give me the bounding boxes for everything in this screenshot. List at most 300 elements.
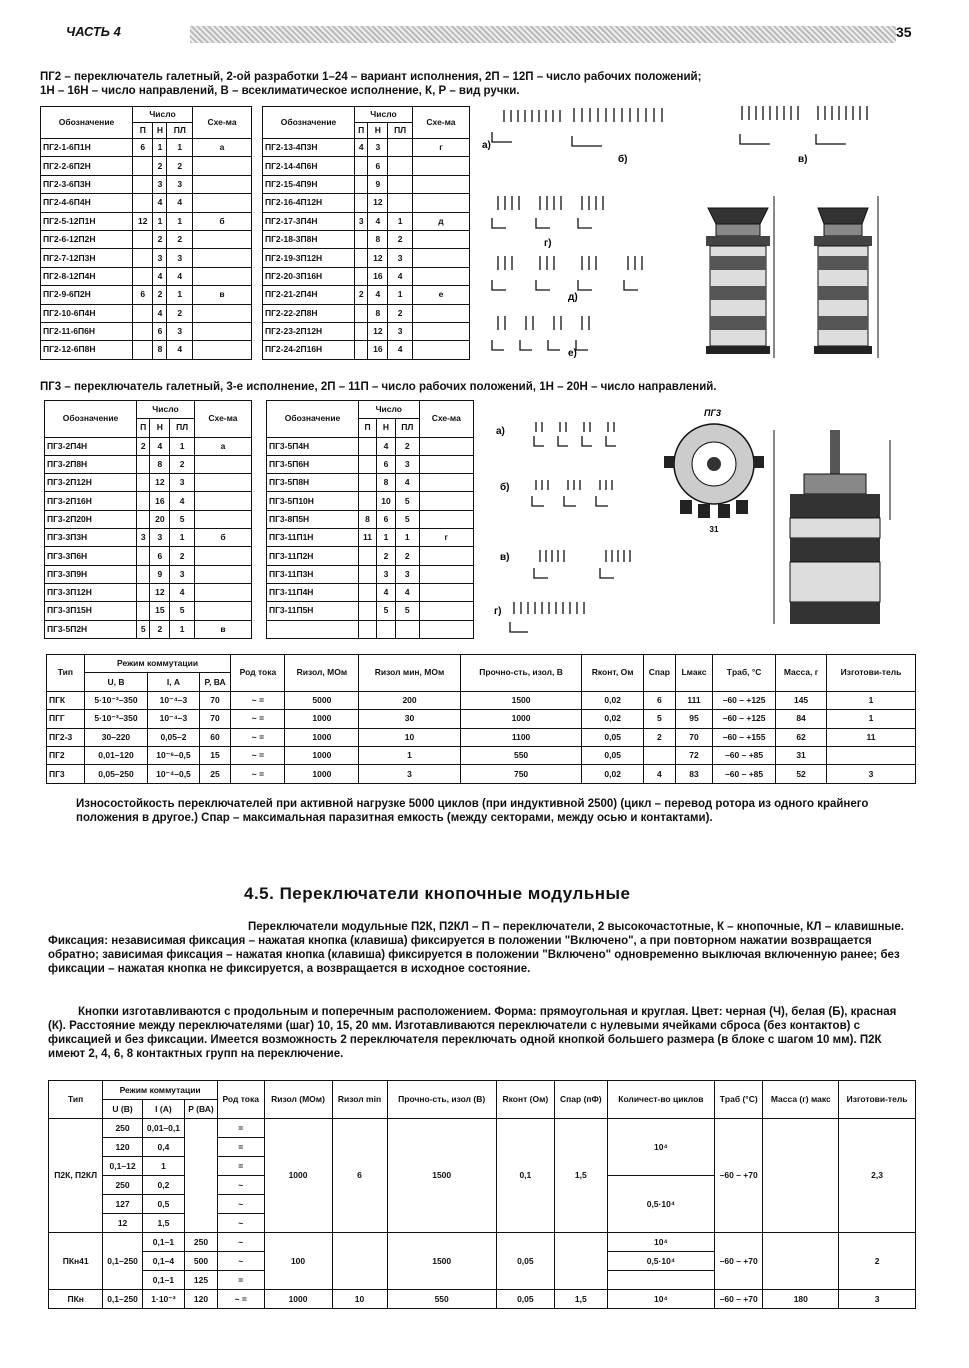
table-cell <box>194 510 251 528</box>
table-cell <box>359 583 377 601</box>
table-cell: ПГ3-11П1Н <box>267 529 359 547</box>
col-scheme: Схе-ма <box>194 401 251 438</box>
table-cell <box>359 492 377 510</box>
table-cell: 5 <box>395 602 419 620</box>
table-cell: 72 <box>675 746 712 764</box>
table-cell: 0,05 <box>496 1233 554 1290</box>
col-scheme: Схе-ма <box>419 401 473 438</box>
table-cell <box>412 341 469 359</box>
table-row <box>45 547 252 565</box>
table-cell: ПГ2-23-2П12Н <box>263 322 355 340</box>
table-cell: 0,1–250 <box>103 1233 142 1290</box>
col-header: Tраб (°C) <box>714 1081 763 1119</box>
table-cell: 12 <box>368 322 388 340</box>
table-cell: 3 <box>150 529 170 547</box>
table-cell: 8 <box>153 341 167 359</box>
section-title: 4.5. Переключатели кнопочные модульные <box>244 884 631 903</box>
table-row <box>41 157 252 175</box>
table-cell: 12 <box>103 1214 142 1233</box>
table-cell <box>377 620 396 638</box>
pg3-rotary-top-view <box>664 424 764 534</box>
table-cell: 2 <box>839 1233 916 1290</box>
table-cell: 1 <box>170 529 195 547</box>
table-cell: 1500 <box>460 691 582 709</box>
table-row <box>267 474 474 492</box>
table-cell: 5 <box>170 510 195 528</box>
table-cell: б <box>193 212 252 230</box>
pg-footnote: Износостойкость переключателей при активной нагрузке 5000 циклов (при индуктивной 2500) (цикл – перевод ротора из одного крайнего положения в другое.) Cпар – максимальная паразитная емкость (между секторами, между осью и контактами). <box>76 798 869 824</box>
table-cell: 0,05–2 <box>148 728 199 746</box>
col-header: Род тока <box>217 1081 264 1119</box>
table-cell: 5 <box>395 510 419 528</box>
table-cell: 3 <box>388 322 413 340</box>
table-cell: 12 <box>150 583 170 601</box>
table-cell: 2 <box>170 455 195 473</box>
table-cell: 10⁻⁶–0,5 <box>148 746 199 764</box>
col-n: Н <box>153 123 167 139</box>
table-cell <box>419 455 473 473</box>
table-cell: ПГ2-11-6П6Н <box>41 322 133 340</box>
col-designation: Обозначение <box>41 107 133 139</box>
table-cell: 25 <box>199 765 231 783</box>
section-paragraph-2: Кнопки изготавливаются с продольным и поперечным расположением. Форма: прямоугольная и круглая. Цвет: черная (Ч), белая (Б), красная (К). Расстояние между переключателями (шаг) 10, 15, 20 мм. Изготавливаются переключатели с нулевыми ячейками сброса (без контактов) с фиксацией и без фиксации. Имеется возможность 2 переключателя переключать одной кнопкой большего размера (в блоке с шагом 10 мм). П2К имеют 2, 4, 6, 8 контактных групп на переключение. <box>48 1006 897 1060</box>
table-cell: 3 <box>137 529 150 547</box>
table-cell: 250 <box>103 1176 142 1195</box>
table-cell: 0,5 <box>142 1195 184 1214</box>
table-cell <box>412 322 469 340</box>
table-cell: 4 <box>153 304 167 322</box>
table-cell: 1500 <box>387 1119 496 1233</box>
table-cell <box>133 341 153 359</box>
table-cell: ~ = <box>231 691 285 709</box>
table-cell: 6 <box>368 157 388 175</box>
table-cell: 6 <box>643 691 675 709</box>
col-header: Cпар <box>643 655 675 692</box>
table-row <box>263 304 470 322</box>
table-cell: 3 <box>395 455 419 473</box>
col-header: Изготови-тель <box>827 655 916 692</box>
table-cell: 0,01–120 <box>84 746 148 764</box>
table-cell: 84 <box>776 710 827 728</box>
table-cell: 10⁴ <box>607 1290 714 1309</box>
table-cell: ПГ2-13-4П3Н <box>263 139 355 157</box>
table-cell <box>419 474 473 492</box>
table-cell <box>359 437 377 455</box>
table-cell: ПГ2-22-2П8Н <box>263 304 355 322</box>
table-cell <box>412 175 469 193</box>
table-cell: 500 <box>185 1252 218 1271</box>
table-cell: 10⁻⁴–3 <box>148 710 199 728</box>
table-cell <box>193 249 252 267</box>
table-cell <box>763 1233 839 1290</box>
table-cell: 1,5 <box>142 1214 184 1233</box>
table-cell: 2 <box>388 304 413 322</box>
table-cell: г <box>419 529 473 547</box>
table-cell: 4 <box>388 341 413 359</box>
table-cell <box>827 746 916 764</box>
table-cell: ПГ2-7-12П3Н <box>41 249 133 267</box>
table-cell: 550 <box>387 1290 496 1309</box>
table-cell: 3 <box>388 249 413 267</box>
diag-label-e: е) <box>568 348 577 359</box>
col-number: Число <box>359 401 420 419</box>
table-cell <box>359 565 377 583</box>
table-row <box>45 510 252 528</box>
table-cell: 0,2 <box>142 1176 184 1195</box>
table-cell: 4 <box>377 583 396 601</box>
table-cell: а <box>194 437 251 455</box>
table-cell: ПГ2-1-6П1Н <box>41 139 133 157</box>
col-mode: Режим коммутации <box>84 655 231 673</box>
col-pl: ПЛ <box>388 123 413 139</box>
table-cell: 1500 <box>387 1233 496 1290</box>
table-cell <box>419 620 473 638</box>
table-cell: 1 <box>377 529 396 547</box>
table-cell: = <box>217 1157 264 1176</box>
table-cell: 5 <box>377 602 396 620</box>
col-header: Cпар (пФ) <box>554 1081 607 1119</box>
table-cell <box>193 341 252 359</box>
table-cell: 1 <box>359 746 460 764</box>
table-cell <box>419 510 473 528</box>
table-row <box>41 304 252 322</box>
table-row <box>41 230 252 248</box>
col-p: П <box>137 419 150 437</box>
table-cell <box>412 230 469 248</box>
table-row <box>263 341 470 359</box>
table-row <box>41 139 252 157</box>
table-cell: 4 <box>153 194 167 212</box>
table-cell: 10 <box>377 492 396 510</box>
table-row <box>267 565 474 583</box>
table-cell: 1000 <box>285 728 359 746</box>
pg2-table-left <box>40 106 252 360</box>
table-row <box>267 583 474 601</box>
table-cell: ПГ3-3П6Н <box>45 547 137 565</box>
table-cell <box>194 492 251 510</box>
table-cell: 2 <box>153 157 167 175</box>
table-cell <box>193 157 252 175</box>
table-cell: 5·10⁻³–350 <box>84 710 148 728</box>
table-cell: 2 <box>395 547 419 565</box>
table-row <box>267 492 474 510</box>
table-cell: 12 <box>368 194 388 212</box>
table-cell <box>419 492 473 510</box>
table-cell <box>194 565 251 583</box>
table-row <box>47 710 916 728</box>
table-cell: ~ <box>217 1214 264 1233</box>
table-cell: 4 <box>395 474 419 492</box>
table-row <box>263 286 470 304</box>
table-cell: 1000 <box>285 746 359 764</box>
table-cell <box>193 322 252 340</box>
table-cell: 2 <box>150 620 170 638</box>
table-cell <box>419 547 473 565</box>
table-cell: 4 <box>377 437 396 455</box>
table-cell: 1000 <box>285 765 359 783</box>
table-cell: 3 <box>167 249 193 267</box>
table-cell: 2 <box>395 437 419 455</box>
table-cell: 0,1–250 <box>103 1290 142 1309</box>
table-row <box>263 175 470 193</box>
table-cell: 15 <box>199 746 231 764</box>
summary-table <box>46 654 916 784</box>
table-cell: 125 <box>185 1271 218 1290</box>
table-cell: 1000 <box>264 1119 332 1233</box>
table-cell: ПГГ <box>47 710 85 728</box>
pg3-model-label: ПГ3 <box>704 408 722 418</box>
table-cell: 0,05 <box>582 746 643 764</box>
table-row <box>267 510 474 528</box>
table-cell <box>412 267 469 285</box>
table-cell: 52 <box>776 765 827 783</box>
table-cell: ~ = <box>231 746 285 764</box>
col-pl: ПЛ <box>167 123 193 139</box>
table-cell <box>359 620 377 638</box>
table-row <box>41 212 252 230</box>
table-cell: ПГ3-5П10Н <box>267 492 359 510</box>
table-cell: ПГ2-18-3П8Н <box>263 230 355 248</box>
table-cell: –60 – +155 <box>713 728 776 746</box>
table-cell: 2 <box>643 728 675 746</box>
table-cell <box>137 547 150 565</box>
table-cell: г <box>412 139 469 157</box>
table-cell: 0,1–12 <box>103 1157 142 1176</box>
table-cell: ПГ2-20-3П16Н <box>263 267 355 285</box>
table-cell: 1 <box>167 212 193 230</box>
table-cell: П2К, П2КЛ <box>49 1119 103 1233</box>
table-cell <box>137 510 150 528</box>
table-cell: 0,02 <box>582 691 643 709</box>
table-cell: 0,1–1 <box>142 1271 184 1290</box>
col-pl: ПЛ <box>395 419 419 437</box>
table-row <box>263 212 470 230</box>
table-cell: 250 <box>103 1119 142 1138</box>
table-cell: 1 <box>388 286 413 304</box>
col-n: Н <box>150 419 170 437</box>
col-p: П <box>355 123 368 139</box>
table-row <box>45 437 252 455</box>
table-cell <box>355 175 368 193</box>
table-cell <box>193 304 252 322</box>
diag-label-g: г) <box>544 238 552 249</box>
col-sub: I, А <box>148 673 199 691</box>
table-cell: ПКн41 <box>49 1233 103 1290</box>
col-p: П <box>133 123 153 139</box>
table-cell: ПГ2-6-12П2Н <box>41 230 133 248</box>
table-cell: 4 <box>395 583 419 601</box>
table-row <box>263 249 470 267</box>
table-cell: 10 <box>332 1290 387 1309</box>
table-cell: ПГ2-19-3П12Н <box>263 249 355 267</box>
table-cell: 1,5 <box>554 1290 607 1309</box>
table-cell: ПГ3-5П2Н <box>45 620 137 638</box>
table-cell: ПГ3-8П5Н <box>267 510 359 528</box>
col-header: Lмакс <box>675 655 712 692</box>
table-cell: 8 <box>150 455 170 473</box>
table-cell: 30 <box>359 710 460 728</box>
table-cell: 4 <box>167 267 193 285</box>
table-cell: 180 <box>763 1290 839 1309</box>
table-cell <box>355 249 368 267</box>
table-cell: 2 <box>377 547 396 565</box>
table-cell: –60 – +70 <box>714 1233 763 1290</box>
pg3-diagrams <box>484 400 904 650</box>
table-cell: 3 <box>153 249 167 267</box>
col-header: Rконт, Ом <box>582 655 643 692</box>
table-cell: ~ <box>217 1176 264 1195</box>
pg3-intro: ПГ3 – переключатель галетный, 3-е исполнение, 2П – 11П – число рабочих положений, 1Н – 20Н – число направлений. <box>40 381 717 393</box>
pg2-diagrams <box>478 96 898 376</box>
pg3-label-b: б) <box>500 482 510 493</box>
table-cell: 1 <box>167 286 193 304</box>
table-cell: е <box>412 286 469 304</box>
table-cell: 1 <box>153 212 167 230</box>
table-cell: ~ = <box>231 728 285 746</box>
table-cell <box>194 583 251 601</box>
table-cell <box>355 341 368 359</box>
part-label: ЧАСТЬ 4 <box>66 24 121 39</box>
section-paragraph-1: Переключатели модульные П2К, П2КЛ – П – переключатели, 2 высокочастотные, К – кнопочные, КЛ – клавишные. Фиксация: независимая фиксация – нажатая кнопка (клавиша) фиксируется в положении "Включено", а при повторном нажатии возвращается обратно; зависимая фиксация – нажатая кнопка (клавиша) фиксируется в положении "Включено" одновременно выключая включенную ранее; без фиксации – нажатая кнопка не фиксируется, а возвращается в исходное состояние. <box>48 921 904 975</box>
col-designation: Обозначение <box>45 401 137 438</box>
table-cell: ПГК <box>47 691 85 709</box>
table-cell <box>193 194 252 212</box>
pg2-intro <box>40 70 920 98</box>
col-sub: U, В <box>84 673 148 691</box>
table-cell: 8 <box>368 230 388 248</box>
table-row <box>45 492 252 510</box>
table-row <box>49 1233 916 1252</box>
table-cell <box>194 602 251 620</box>
table-cell: 12 <box>133 212 153 230</box>
table-cell: ПГ3-3П15Н <box>45 602 137 620</box>
table-row <box>45 602 252 620</box>
table-cell: 1000 <box>285 710 359 728</box>
table-cell: 12 <box>368 249 388 267</box>
table-row <box>263 157 470 175</box>
table-cell: ПГ2-3-6П3Н <box>41 175 133 193</box>
table-cell <box>359 547 377 565</box>
pg3-side-view <box>774 430 890 624</box>
table-row <box>267 602 474 620</box>
table-cell: ПГ3-11П2Н <box>267 547 359 565</box>
table-cell: 4 <box>153 267 167 285</box>
table-row <box>267 437 474 455</box>
col-sub: U (В) <box>103 1100 142 1119</box>
table-cell: 250 <box>185 1233 218 1252</box>
table-cell <box>137 455 150 473</box>
table-cell: 2 <box>153 286 167 304</box>
pg2-intro-line1: ПГ2 – переключатель галетный, 2-ой разработки 1–24 – вариант исполнения, 2П – 12П – число рабочих положений; <box>40 71 702 83</box>
pg3-label-g: г) <box>494 606 502 617</box>
table-cell: б <box>194 529 251 547</box>
table-cell <box>388 157 413 175</box>
table-cell: ПГ2-12-6П8Н <box>41 341 133 359</box>
table-cell: 6 <box>150 547 170 565</box>
table-cell: 0,01–0,1 <box>142 1119 184 1138</box>
table-cell <box>388 175 413 193</box>
table-cell: ПГ2-5-12П1Н <box>41 212 133 230</box>
col-p: П <box>359 419 377 437</box>
table-cell <box>355 194 368 212</box>
pg3-table-left <box>44 400 252 639</box>
table-cell <box>388 194 413 212</box>
col-header: Rизол, МОм <box>285 655 359 692</box>
table-cell: ПГ3-3П12Н <box>45 583 137 601</box>
table-cell <box>137 565 150 583</box>
table-cell: 62 <box>776 728 827 746</box>
table-row <box>267 455 474 473</box>
table-cell: 3 <box>359 765 460 783</box>
pg2-intro-line2: 1Н – 16Н – число направлений, В – всеклиматическое исполнение, К, Р – вид ручки. <box>40 85 520 97</box>
table-cell: ПГ2-17-3П4Н <box>263 212 355 230</box>
table-cell: = <box>217 1119 264 1138</box>
table-row <box>263 230 470 248</box>
table-cell: 1 <box>388 212 413 230</box>
pg2-table-right <box>262 106 470 360</box>
table-cell: ПГ3-5П8Н <box>267 474 359 492</box>
table-row <box>45 529 252 547</box>
table-cell: 15 <box>150 602 170 620</box>
col-number: Число <box>137 401 195 419</box>
table-cell: 0,1–4 <box>142 1252 184 1271</box>
table-cell: ПГ2 <box>47 746 85 764</box>
header-band <box>190 26 896 43</box>
table-cell: 0,4 <box>142 1138 184 1157</box>
table-cell <box>763 1119 839 1233</box>
table-cell <box>194 474 251 492</box>
pg3-label-v: в) <box>500 552 510 563</box>
table-row <box>41 322 252 340</box>
table-cell: 1 <box>827 710 916 728</box>
table-cell: 1 <box>170 620 195 638</box>
table-cell: ПГ2-8-12П4Н <box>41 267 133 285</box>
table-cell: 11 <box>827 728 916 746</box>
table-cell: 3 <box>170 565 195 583</box>
table-cell: ПГ3-2П16Н <box>45 492 137 510</box>
col-pl: ПЛ <box>170 419 195 437</box>
table-cell <box>554 1233 607 1290</box>
table-cell: 3 <box>167 322 193 340</box>
table-cell: 0,1 <box>496 1119 554 1233</box>
table-cell: 2,3 <box>839 1119 916 1233</box>
table-cell: 8 <box>377 474 396 492</box>
table-cell: 3 <box>167 175 193 193</box>
pg3-table-right <box>266 400 474 639</box>
table-row <box>263 267 470 285</box>
table-cell: –60 – +85 <box>713 746 776 764</box>
table-cell: 83 <box>675 765 712 783</box>
table-cell: –60 – +125 <box>713 691 776 709</box>
col-designation: Обозначение <box>263 107 355 139</box>
table-cell: 16 <box>368 267 388 285</box>
col-type: Тип <box>49 1081 103 1119</box>
table-cell: 4 <box>368 286 388 304</box>
table-cell: ПГ3-2П20Н <box>45 510 137 528</box>
table-cell: 3 <box>355 212 368 230</box>
table-cell: 8 <box>368 304 388 322</box>
table-cell: д <box>412 212 469 230</box>
table-cell: 3 <box>377 565 396 583</box>
table-cell: ПГ3-11П5Н <box>267 602 359 620</box>
table-cell: 6 <box>377 455 396 473</box>
table-cell: 6 <box>332 1119 387 1233</box>
table-cell: 100 <box>264 1233 332 1290</box>
table-cell <box>133 157 153 175</box>
table-cell: 95 <box>675 710 712 728</box>
table-cell <box>194 455 251 473</box>
pg3-dim-31: 31 <box>709 525 719 534</box>
